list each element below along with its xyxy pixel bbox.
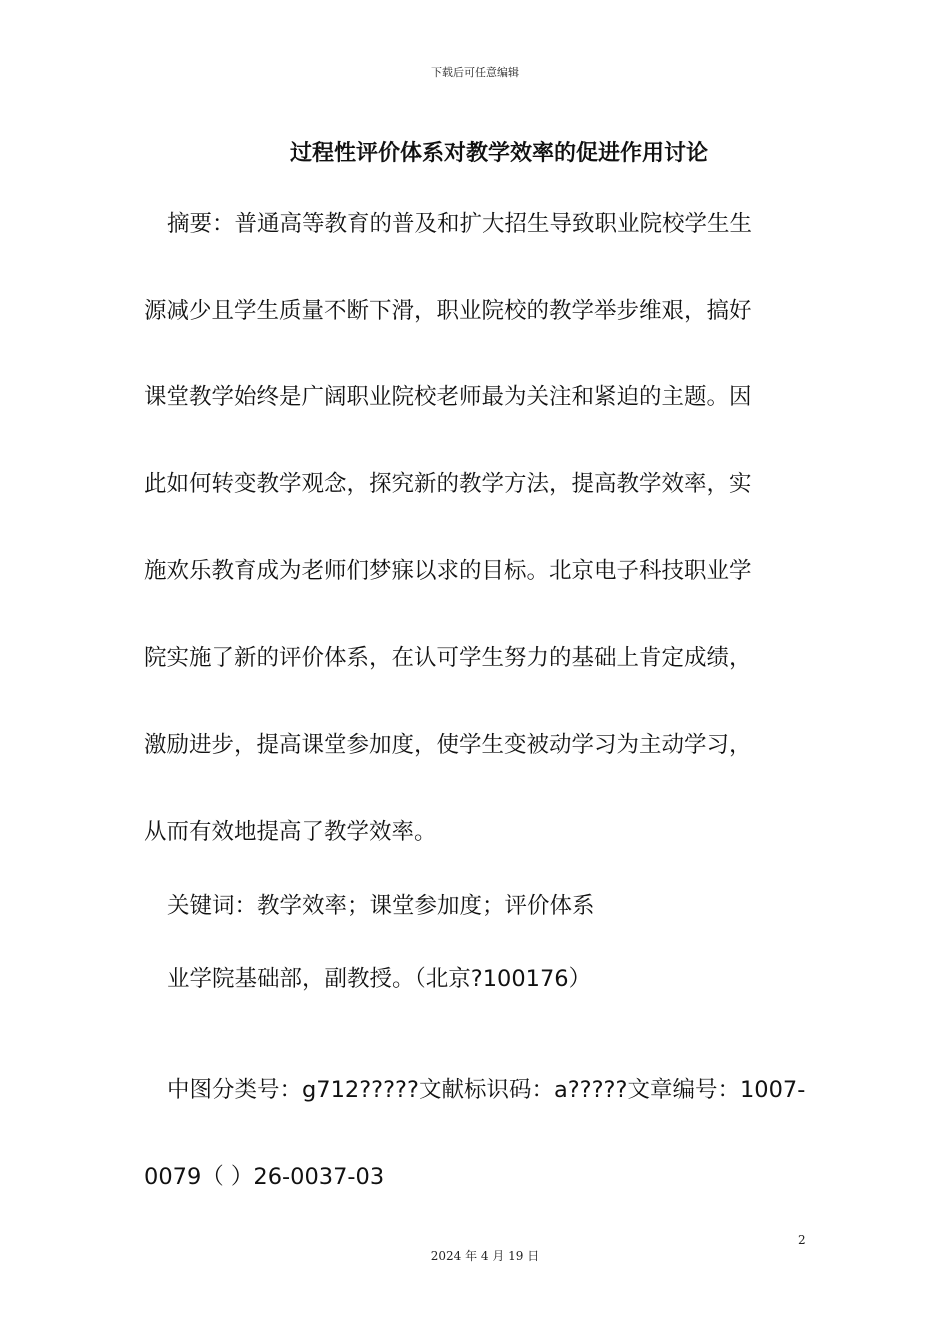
classification-line: 中图分类号：g712?????文献标识码：a?????文章编号：1007- — [167, 1077, 806, 1103]
classification-line: 0079（ ）26-0037-03 — [144, 1164, 385, 1190]
abstract-line: 施欢乐教育成为老师们梦寐以求的目标。北京电子科技职业学 — [144, 558, 752, 584]
abstract-line: 激励进步，提高课堂参加度，使学生变被动学习为主动学习， — [144, 732, 752, 758]
document-title: 过程性评价体系对教学效率的促进作用讨论 — [289, 141, 708, 166]
footer-date: 2024 年 4 月 19 日 — [430, 1249, 540, 1263]
abstract-line: 源减少且学生质量不断下滑，职业院校的教学举步维艰，搞好 — [144, 298, 752, 324]
abstract-line: 摘要：普通高等教育的普及和扩大招生导致职业院校学生生 — [167, 211, 753, 237]
abstract-line: 此如何转变教学观念，探究新的教学方法，提高教学效率，实 — [144, 471, 752, 497]
keywords-line: 关键词：教学效率；课堂参加度；评价体系 — [167, 893, 595, 919]
page-number: 2 — [798, 1233, 806, 1247]
page-header-note: 下载后可任意编辑 — [431, 66, 519, 79]
author-note: 业学院基础部，副教授。（北京?100176） — [167, 966, 592, 992]
abstract-line: 院实施了新的评价体系，在认可学生努力的基础上肯定成绩， — [144, 645, 752, 671]
abstract-line: 课堂教学始终是广阔职业院校老师最为关注和紧迫的主题。因 — [144, 384, 752, 410]
abstract-line: 从而有效地提高了教学效率。 — [144, 819, 437, 845]
